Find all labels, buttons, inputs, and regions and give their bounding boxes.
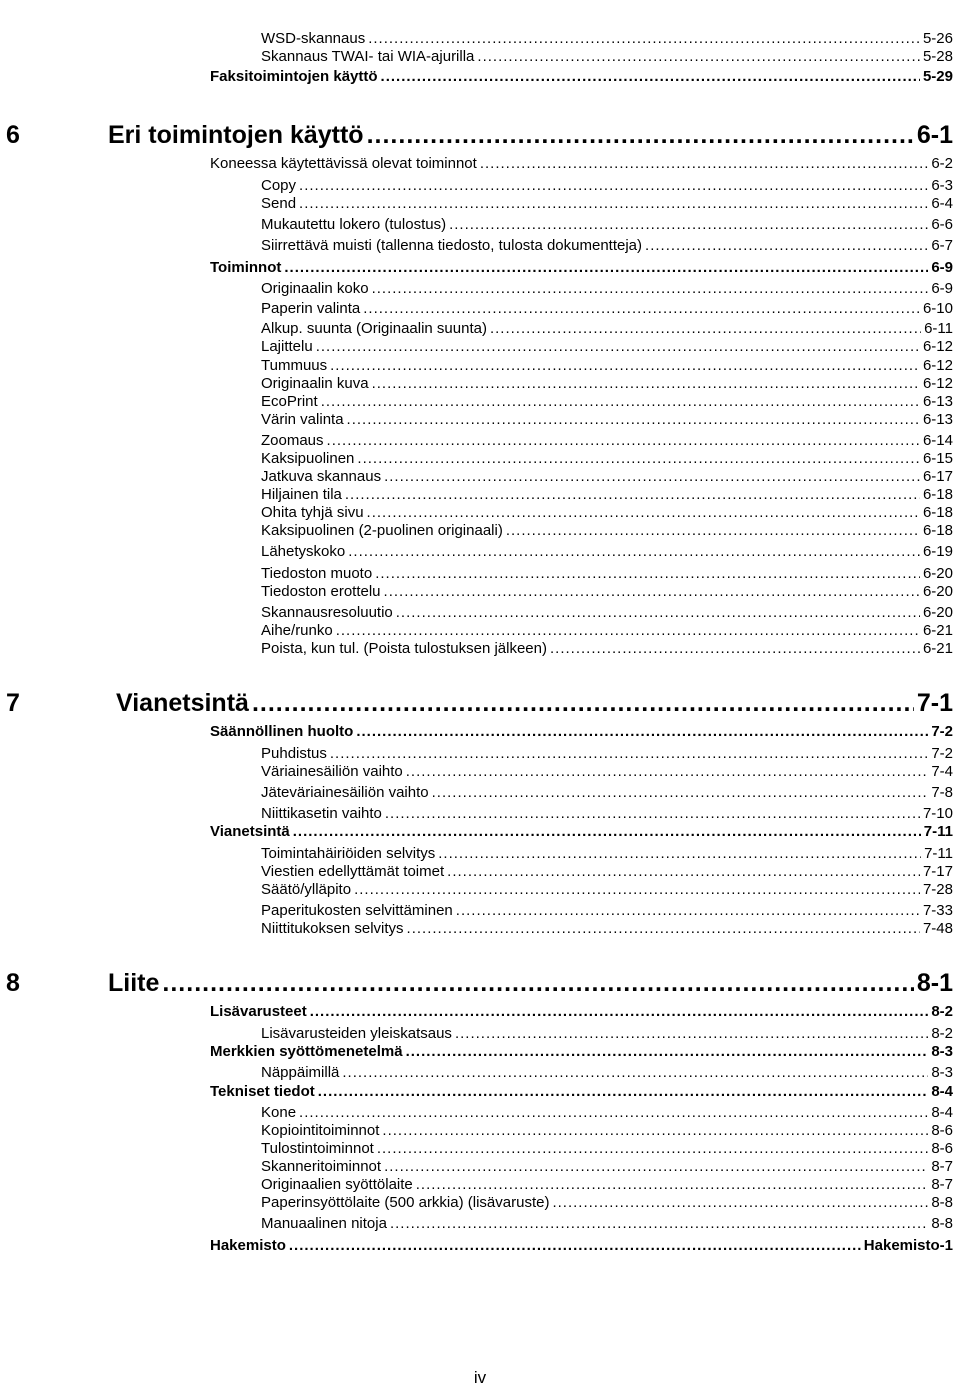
- toc-entry[interactable]: [261, 863, 953, 881]
- toc-entry-label: Jäteväriainesäiliön vaihto: [261, 784, 429, 801]
- toc-leader-dots: [552, 1194, 928, 1212]
- toc-entry-label: Kaksipuolinen (2-puolinen originaali): [261, 522, 503, 539]
- toc-entry-page: 6-2: [931, 155, 953, 172]
- toc-entry-page: 8-2: [931, 1025, 953, 1042]
- toc-entry[interactable]: [261, 622, 953, 640]
- toc-section-page: 5-29: [922, 68, 953, 85]
- toc-leader-dots: [407, 920, 920, 938]
- toc-entry[interactable]: [261, 604, 953, 622]
- toc-leader-dots: [327, 432, 920, 450]
- toc-entry[interactable]: [261, 1158, 953, 1176]
- toc-leader-dots: [645, 237, 928, 255]
- toc-entry-label: Toimintahäiriöiden selvitys: [261, 845, 436, 862]
- toc-entry-label: Aihe/runko: [261, 622, 333, 639]
- toc-section-page: 7-11: [923, 823, 953, 840]
- toc-entry[interactable]: [261, 280, 953, 298]
- toc-entry-page: 6-4: [931, 195, 953, 212]
- toc-leader-dots: [162, 968, 913, 998]
- toc-leader-dots: [372, 280, 929, 298]
- toc-leader-dots: [382, 1122, 928, 1140]
- toc-leader-dots: [396, 604, 920, 622]
- toc-entry-page: 6-3: [931, 177, 953, 194]
- toc-entry[interactable]: [261, 237, 953, 255]
- toc-entry[interactable]: [261, 320, 953, 338]
- toc-chapter-title: Liite: [108, 969, 160, 997]
- toc-entry-label: Skannausresoluutio: [261, 604, 393, 621]
- toc-entry-label: Tulostintoiminnot: [261, 1140, 374, 1157]
- toc-entry-page: 8-6: [931, 1140, 953, 1157]
- toc-entry[interactable]: [261, 640, 953, 658]
- toc-entry[interactable]: [261, 1140, 953, 1158]
- toc-entry-label: Zoomaus: [261, 432, 324, 449]
- toc-entry-page: 8-8: [931, 1194, 953, 1211]
- toc-chapter-page: 6-1: [916, 121, 953, 149]
- toc-entry-page: 7-28: [922, 881, 953, 898]
- toc-leader-dots: [345, 486, 920, 504]
- toc-entry[interactable]: [261, 432, 953, 450]
- toc-entry[interactable]: [261, 1215, 953, 1233]
- toc-leader-dots: [416, 1176, 929, 1194]
- chapter-number: 8: [6, 969, 20, 997]
- toc-entry-label: Tiedoston muoto: [261, 565, 373, 582]
- toc-entry-label: Paperitukosten selvittäminen: [261, 902, 453, 919]
- toc-entry-label: Mukautettu lokero (tulostus): [261, 216, 447, 233]
- toc-entry-label: Säätö/ylläpito: [261, 881, 352, 898]
- toc-leader-dots: [299, 1104, 928, 1122]
- toc-leader-dots: [390, 1215, 928, 1233]
- toc-chapter-page: 8-1: [916, 969, 953, 997]
- toc-entry-label: Originaalien syöttölaite: [261, 1176, 413, 1193]
- toc-entry[interactable]: [261, 48, 953, 66]
- toc-entry-page: 6-7: [931, 237, 953, 254]
- toc-chapter-page: 7-1: [916, 689, 953, 717]
- toc-entry[interactable]: [261, 920, 953, 938]
- toc-chapter[interactable]: [108, 968, 953, 998]
- toc-entry-label: Skannaus TWAI- tai WIA-ajurilla: [261, 48, 475, 65]
- toc-section-label: Lisävarusteet: [210, 1003, 307, 1020]
- toc-entry-label: Väriainesäiliön vaihto: [261, 763, 403, 780]
- toc-entry-label: Näppäimillä: [261, 1064, 340, 1081]
- toc-entry-label: Hiljainen tila: [261, 486, 342, 503]
- toc-entry-page: 7-17: [922, 863, 953, 880]
- toc-leader-dots: [330, 745, 928, 763]
- toc-entry-page: 7-10: [922, 805, 953, 822]
- toc-entry-label: WSD-skannaus: [261, 30, 366, 47]
- toc-entry[interactable]: [261, 486, 953, 504]
- toc-entry[interactable]: [261, 845, 953, 863]
- toc-leader-dots: [356, 723, 928, 741]
- toc-leader-dots: [406, 1043, 929, 1061]
- toc-leader-dots: [480, 155, 928, 173]
- toc-entry-label: Värin valinta: [261, 411, 344, 428]
- toc-leader-dots: [438, 845, 921, 863]
- toc-entry-label: EcoPrint: [261, 393, 318, 410]
- toc-entry-page: 6-15: [922, 450, 953, 467]
- toc-section-label: Tekniset tiedot: [210, 1083, 315, 1100]
- toc-section-page: 8-3: [931, 1043, 953, 1060]
- toc-leader-dots: [477, 48, 920, 66]
- toc-leader-dots: [384, 583, 920, 601]
- toc-leader-dots: [455, 1025, 928, 1043]
- toc-section[interactable]: [210, 1083, 953, 1101]
- toc-entry[interactable]: [261, 504, 953, 522]
- toc-entry-page: 6-12: [922, 338, 953, 355]
- toc-entry[interactable]: [261, 784, 953, 802]
- toc-entry[interactable]: [261, 902, 953, 920]
- toc-entry[interactable]: [210, 155, 953, 173]
- toc-entry-label: Copy: [261, 177, 297, 194]
- toc-chapter[interactable]: [108, 120, 953, 150]
- toc-entry-label: Tummuus: [261, 357, 328, 374]
- toc-entry-label: Originaalin kuva: [261, 375, 369, 392]
- toc-entry[interactable]: [261, 450, 953, 468]
- toc-entry-label: Jatkuva skannaus: [261, 468, 382, 485]
- toc-leader-dots: [299, 177, 928, 195]
- toc-leader-dots: [316, 338, 920, 356]
- toc-entry-page: 6-19: [922, 543, 953, 560]
- toc-entry[interactable]: [261, 543, 953, 561]
- toc-leader-dots: [375, 565, 920, 583]
- toc-section[interactable]: [210, 1237, 953, 1255]
- toc-entry-page: 7-11: [924, 845, 953, 862]
- toc-entry[interactable]: [261, 1025, 953, 1043]
- toc-leader-dots: [330, 357, 920, 375]
- toc-entry-page: 6-14: [922, 432, 953, 449]
- toc-section-label: Vianetsintä: [210, 823, 290, 840]
- toc-leader-dots: [372, 375, 920, 393]
- toc-entry-page: 7-48: [922, 920, 953, 937]
- toc-entry-label: Kopiointitoiminnot: [261, 1122, 380, 1139]
- toc-leader-dots: [284, 259, 928, 277]
- toc-entry[interactable]: [261, 1122, 953, 1140]
- toc-entry-page: 6-20: [922, 583, 953, 600]
- toc-leader-dots: [342, 1064, 928, 1082]
- toc-entry[interactable]: [261, 1104, 953, 1122]
- toc-entry[interactable]: [261, 393, 953, 411]
- chapter-number: 7: [6, 689, 20, 717]
- toc-entry-label: Poista, kun tul. (Poista tulostuksen jälkeen): [261, 640, 547, 657]
- toc-leader-dots: [252, 688, 914, 718]
- toc-entry-label: Kone: [261, 1104, 297, 1121]
- toc-leader-dots: [367, 120, 914, 150]
- toc-section[interactable]: [210, 1043, 953, 1061]
- toc-entry-label: Tiedoston erottelu: [261, 583, 381, 600]
- toc-entry-page: 8-3: [931, 1064, 953, 1081]
- toc-leader-dots: [384, 468, 920, 486]
- toc-leader-dots: [367, 504, 920, 522]
- toc-leader-dots: [354, 881, 920, 899]
- toc-entry-label: Manuaalinen nitoja: [261, 1215, 387, 1232]
- toc-entry[interactable]: [261, 411, 953, 429]
- toc-entry-page: 7-4: [931, 763, 953, 780]
- toc-section-label: Säännöllinen huolto: [210, 723, 354, 740]
- toc-section-label: Hakemisto: [210, 1237, 286, 1254]
- toc-entry[interactable]: [261, 1194, 953, 1212]
- toc-entry[interactable]: [261, 468, 953, 486]
- toc-section[interactable]: [210, 823, 953, 841]
- toc-leader-dots: [299, 195, 928, 213]
- toc-entry-label: Puhdistus: [261, 745, 327, 762]
- toc-leader-dots: [368, 30, 920, 48]
- toc-leader-dots: [377, 1140, 928, 1158]
- toc-leader-dots: [490, 320, 921, 338]
- toc-entry-label: Originaalin koko: [261, 280, 369, 297]
- toc-entry-page: 6-10: [922, 300, 953, 317]
- toc-entry-label: Lisävarusteiden yleiskatsaus: [261, 1025, 452, 1042]
- toc-entry[interactable]: [261, 805, 953, 823]
- toc-entry[interactable]: [261, 522, 953, 540]
- toc-entry-page: 8-8: [931, 1215, 953, 1232]
- toc-entry-label: Paperin valinta: [261, 300, 361, 317]
- toc-entry-page: 6-13: [922, 393, 953, 410]
- toc-section-label: Merkkien syöttömenetelmä: [210, 1043, 403, 1060]
- toc-entry-page: 8-7: [931, 1176, 953, 1193]
- toc-entry-page: 6-21: [922, 622, 953, 639]
- toc-section-page: 7-2: [931, 723, 953, 740]
- toc-entry[interactable]: [261, 565, 953, 583]
- toc-entry[interactable]: [261, 881, 953, 899]
- toc-entry-page: 5-28: [922, 48, 953, 65]
- toc-section-page: 8-4: [931, 1083, 953, 1100]
- toc-entry-label: Ohita tyhjä sivu: [261, 504, 364, 521]
- toc-entry-label: Skanneritoiminnot: [261, 1158, 382, 1175]
- toc-entry-page: 6-12: [922, 357, 953, 374]
- toc-entry-page: 6-18: [922, 504, 953, 521]
- toc-entry-label: Niittikasetin vaihto: [261, 805, 382, 822]
- toc-section-page: 6-9: [931, 259, 953, 276]
- toc-entry-label: Niittitukoksen selvitys: [261, 920, 404, 937]
- toc-entry-page: 5-26: [922, 30, 953, 47]
- toc-entry-page: 6-18: [922, 486, 953, 503]
- toc-entry-page: 6-17: [922, 468, 953, 485]
- toc-entry-label: Viestien edellyttämät toimet: [261, 863, 445, 880]
- toc-section[interactable]: [210, 68, 953, 86]
- toc-leader-dots: [456, 902, 920, 920]
- toc-leader-dots: [406, 763, 929, 781]
- toc-entry-page: 6-11: [924, 320, 953, 337]
- toc-entry-page: 6-13: [922, 411, 953, 428]
- toc-entry-page: 8-7: [931, 1158, 953, 1175]
- toc-entry[interactable]: [261, 1064, 953, 1082]
- toc-section-label: Toiminnot: [210, 259, 282, 276]
- toc-section-page: 8-2: [931, 1003, 953, 1020]
- toc-entry[interactable]: [261, 357, 953, 375]
- toc-entry-page: 6-21: [922, 640, 953, 657]
- toc-leader-dots: [447, 863, 920, 881]
- toc-entry-page: 6-18: [922, 522, 953, 539]
- toc-entry[interactable]: [261, 216, 953, 234]
- toc-entry-page: 8-6: [931, 1122, 953, 1139]
- toc-section-page: Hakemisto-1: [863, 1237, 953, 1254]
- toc-chapter-title: Vianetsintä: [116, 689, 249, 717]
- toc-entry-label: Send: [261, 195, 297, 212]
- toc-entry[interactable]: [261, 763, 953, 781]
- toc-section[interactable]: [210, 723, 953, 741]
- toc-entry[interactable]: [261, 177, 953, 195]
- toc-entry[interactable]: [261, 30, 953, 48]
- toc-entry-page: 6-6: [931, 216, 953, 233]
- toc-entry-page: 7-33: [922, 902, 953, 919]
- toc-leader-dots: [321, 393, 920, 411]
- toc-leader-dots: [381, 68, 920, 86]
- toc-leader-dots: [432, 784, 929, 802]
- toc-leader-dots: [385, 805, 920, 823]
- toc-entry-page: 6-20: [922, 565, 953, 582]
- toc-entry-label: Alkup. suunta (Originaalin suunta): [261, 320, 487, 337]
- toc-entry-page: 7-8: [931, 784, 953, 801]
- chapter-number: 6: [6, 121, 20, 149]
- toc-section-label: Faksitoimintojen käyttö: [210, 68, 378, 85]
- toc-entry-page: 6-9: [931, 280, 953, 297]
- toc-leader-dots: [347, 411, 920, 429]
- toc-entry-label: Koneessa käytettävissä olevat toiminnot: [210, 155, 477, 172]
- toc-entry-page: 6-12: [922, 375, 953, 392]
- toc-entry-page: 6-20: [922, 604, 953, 621]
- toc-entry-label: Lähetyskoko: [261, 543, 346, 560]
- toc-leader-dots: [506, 522, 920, 540]
- toc-chapter[interactable]: [116, 688, 953, 718]
- toc-entry-page: 8-4: [931, 1104, 953, 1121]
- toc-leader-dots: [310, 1003, 929, 1021]
- toc-entry[interactable]: [261, 583, 953, 601]
- toc-entry[interactable]: [261, 195, 953, 213]
- toc-entry-page: 7-2: [931, 745, 953, 762]
- toc-entry[interactable]: [261, 1176, 953, 1194]
- toc-leader-dots: [357, 450, 920, 468]
- toc-entry[interactable]: [261, 375, 953, 393]
- toc-leader-dots: [289, 1237, 861, 1255]
- toc-entry-label: Siirrettävä muisti (tallenna tiedosto, tulosta dokumentteja): [261, 237, 643, 254]
- toc-leader-dots: [449, 216, 928, 234]
- toc-entry-label: Paperinsyöttölaite (500 arkkia) (lisävaruste): [261, 1194, 550, 1211]
- toc-leader-dots: [550, 640, 920, 658]
- toc-entry[interactable]: [261, 300, 953, 318]
- toc-leader-dots: [336, 622, 920, 640]
- toc-entry-label: Lajittelu: [261, 338, 313, 355]
- toc-leader-dots: [318, 1083, 929, 1101]
- toc-section[interactable]: [210, 1003, 953, 1021]
- toc-entry-label: Kaksipuolinen: [261, 450, 355, 467]
- toc-leader-dots: [293, 823, 921, 841]
- page-number: iv: [473, 1368, 487, 1387]
- toc-chapter-title: Eri toimintojen käyttö: [108, 121, 364, 149]
- toc-section[interactable]: [210, 259, 953, 277]
- toc-leader-dots: [363, 300, 920, 318]
- toc-entry[interactable]: [261, 745, 953, 763]
- toc-leader-dots: [384, 1158, 928, 1176]
- toc-entry[interactable]: [261, 338, 953, 356]
- toc-leader-dots: [348, 543, 920, 561]
